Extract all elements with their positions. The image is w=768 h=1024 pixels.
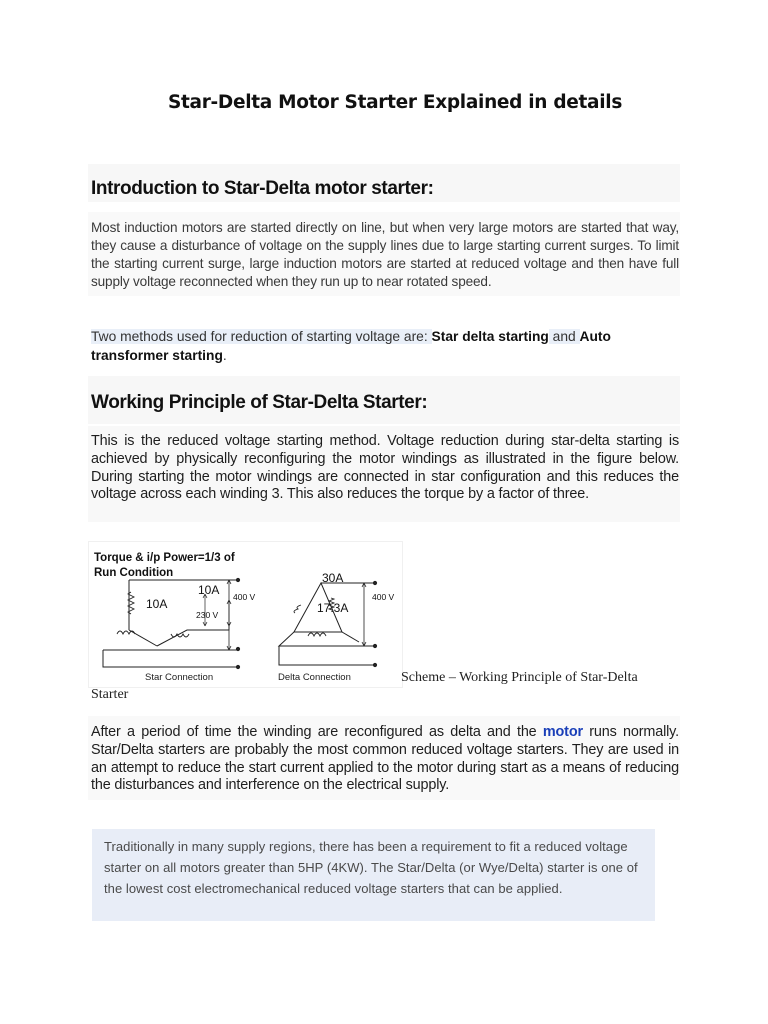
delta-current-winding: 17.3A — [317, 601, 349, 615]
after-paragraph-text-continued: runs normally. Star/Delta starters are probably the most common reduced voltage starters. They are used in an attempt to reduce the start current applied to the motor during start as a means of reducing the disturbances and interference on the electrical supply. — [91, 724, 679, 794]
delta-current-line: 30A — [322, 571, 344, 585]
method-star-delta: Star delta starting — [431, 329, 549, 344]
quote-text: Traditionally in many supply regions, there has been a requirement to fit a reduced voltage starter on all motors greater than 5HP (4KW). The Star/Delta (or Wye/Delta) starter is one of the lowest cost electromechanical reduced voltage starters that can be applied. — [104, 839, 638, 896]
figure-caption: Scheme – Working Principle of Star-Delta — [401, 670, 638, 685]
star-current-top: 10A — [198, 583, 220, 597]
star-voltage-phase: 230 V — [196, 610, 219, 620]
delta-voltage-line: 400 V — [372, 592, 395, 602]
star-delta-figure — [88, 541, 403, 688]
delta-connection-label: Delta Connection — [278, 672, 351, 683]
section-heading-introduction: Introduction to Star-Delta motor starter: — [91, 178, 434, 199]
methods-suffix: . — [222, 347, 227, 363]
intro-paragraph: Most induction motors are started directly on line, but when very large motors are started that way, they cause a disturbance of voltage on the supply lines due to large starting current surges. To limit the starting current surge, large induction motors are started at reduced voltage and then have full supply voltage reconnected when they run up to near rotated speed. — [91, 220, 679, 289]
after-paragraph — [91, 724, 679, 795]
quote-box — [92, 829, 655, 921]
figure-title-line1: Torque & i/p Power=1/3 of — [94, 552, 235, 564]
methods-joiner: and — [548, 329, 580, 344]
section-heading-working-principle: Working Principle of Star-Delta Starter: — [91, 392, 428, 413]
star-current-winding: 10A — [146, 597, 168, 611]
after-paragraph-text: After a period of time the winding are reconfigured as delta and the — [91, 724, 543, 740]
starting-methods-paragraph — [88, 326, 654, 367]
star-connection-label: Star Connection — [145, 672, 214, 683]
star-delta-diagram — [89, 542, 402, 687]
motor-link[interactable]: motor — [542, 724, 583, 740]
methods-prefix: Two methods used for reduction of starting voltage are: — [91, 329, 432, 344]
star-connection-diagram — [103, 578, 256, 683]
delta-connection-diagram — [278, 571, 395, 683]
document-title: Star-Delta Motor Starter Explained in details — [167, 92, 623, 113]
star-voltage-line: 400 V — [233, 592, 256, 602]
method-auto-transformer: Auto transformer starting — [91, 329, 611, 363]
working-principle-paragraph: This is the reduced voltage starting method. Voltage reduction during star-delta starting is achieved by physically reconfiguring the motor windings as illustrated in the figure below. During starting the motor windings are connected in star configuration and this reduces the voltage across each winding 3. This also reduces the torque by a factor of three. — [91, 433, 679, 503]
figure-caption-continued: Starter — [91, 687, 129, 702]
figure-title-line2: Run Condition — [94, 567, 174, 579]
